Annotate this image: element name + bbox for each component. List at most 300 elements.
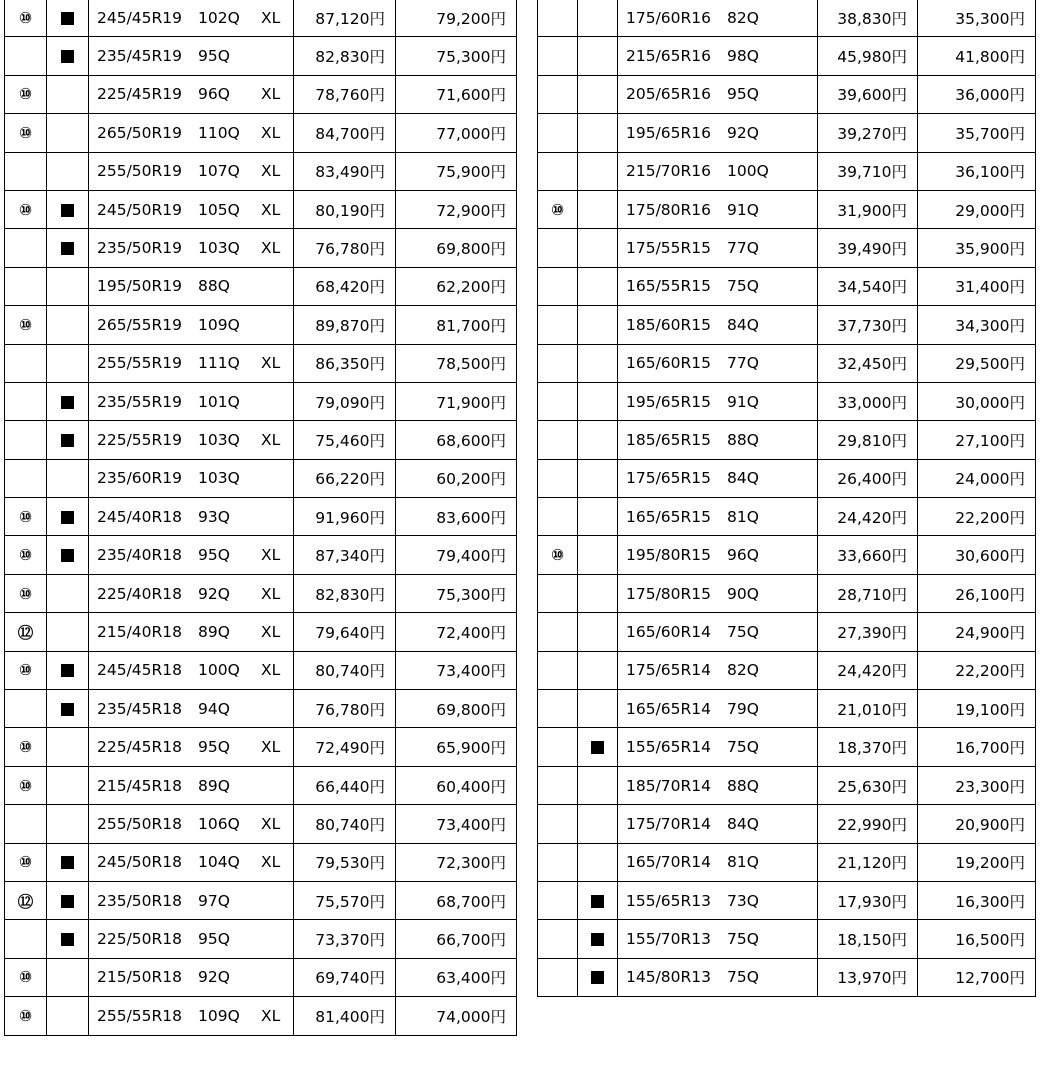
price-with-tax: 27,390円 <box>818 613 918 651</box>
price-without-tax: 68,600円 <box>396 421 517 459</box>
square-mark-cell <box>47 651 89 689</box>
tire-size: 225/50R18 <box>97 930 183 949</box>
table-row <box>538 344 1036 382</box>
price-without-tax: 75,300円 <box>396 574 517 612</box>
tire-spec <box>618 0 818 37</box>
tire-spec <box>618 190 818 228</box>
tire-spec <box>89 152 294 190</box>
load-index: 111Q <box>198 354 240 373</box>
table-row <box>538 75 1036 113</box>
square-mark-cell <box>47 152 89 190</box>
square-mark-cell <box>47 306 89 344</box>
load-mark <box>538 881 578 919</box>
price-without-tax: 30,000円 <box>918 382 1036 420</box>
square-mark-icon <box>591 933 604 946</box>
load-mark <box>5 690 47 728</box>
load-mark: ⑩ <box>5 766 47 804</box>
load-mark <box>538 0 578 37</box>
load-mark <box>5 421 47 459</box>
price-without-tax: 75,300円 <box>396 37 517 75</box>
load-mark: ⑩ <box>538 536 578 574</box>
tire-price-table-left <box>4 0 517 1036</box>
table-row <box>5 152 517 190</box>
load-index: 81Q <box>727 507 759 526</box>
load-mark <box>538 267 578 305</box>
price-with-tax: 33,000円 <box>818 382 918 420</box>
price-without-tax: 16,500円 <box>918 920 1036 958</box>
load-mark <box>5 459 47 497</box>
price-without-tax: 24,900円 <box>918 613 1036 651</box>
square-mark-icon <box>61 703 74 716</box>
tire-size: 215/65R16 <box>626 47 712 66</box>
tire-size: 165/60R15 <box>626 354 712 373</box>
load-mark <box>5 152 47 190</box>
load-mark <box>538 382 578 420</box>
tire-spec <box>618 37 818 75</box>
load-index: 92Q <box>727 123 759 142</box>
load-index: 91Q <box>727 392 759 411</box>
price-without-tax: 29,000円 <box>918 190 1036 228</box>
load-index: 95Q <box>198 546 230 565</box>
tire-spec <box>618 536 818 574</box>
price-without-tax: 79,200円 <box>396 0 517 37</box>
table-row <box>5 267 517 305</box>
price-without-tax: 65,900円 <box>396 728 517 766</box>
price-without-tax: 30,600円 <box>918 536 1036 574</box>
tire-spec <box>89 843 294 881</box>
price-without-tax: 69,800円 <box>396 690 517 728</box>
xl-flag: XL <box>261 853 281 872</box>
xl-flag: XL <box>261 354 281 373</box>
table-row <box>5 690 517 728</box>
price-without-tax: 31,400円 <box>918 267 1036 305</box>
load-mark: ⑩ <box>5 651 47 689</box>
tire-spec <box>618 958 818 996</box>
load-index: 102Q <box>198 8 240 27</box>
square-mark-cell <box>47 805 89 843</box>
load-index: 75Q <box>727 930 759 949</box>
square-mark-cell <box>578 843 618 881</box>
tire-size: 265/50R19 <box>97 123 183 142</box>
load-index: 82Q <box>727 8 759 27</box>
price-with-tax: 81,400円 <box>294 997 396 1035</box>
square-mark-cell <box>47 690 89 728</box>
table-row <box>5 766 517 804</box>
square-mark-cell <box>47 382 89 420</box>
price-with-tax: 89,870円 <box>294 306 396 344</box>
tire-size: 145/80R13 <box>626 968 712 987</box>
square-mark-icon <box>61 396 74 409</box>
square-mark-cell <box>47 114 89 152</box>
tire-spec <box>89 728 294 766</box>
tire-size: 175/80R15 <box>626 584 712 603</box>
price-without-tax: 72,900円 <box>396 190 517 228</box>
square-mark-cell <box>578 190 618 228</box>
tire-size: 195/80R15 <box>626 546 712 565</box>
load-index: 95Q <box>198 738 230 757</box>
price-without-tax: 81,700円 <box>396 306 517 344</box>
square-mark-cell <box>47 766 89 804</box>
square-mark-cell <box>578 651 618 689</box>
tire-spec <box>618 920 818 958</box>
price-with-tax: 31,900円 <box>818 190 918 228</box>
load-mark: ⑩ <box>538 190 578 228</box>
load-mark <box>5 267 47 305</box>
price-with-tax: 34,540円 <box>818 267 918 305</box>
tire-spec <box>618 344 818 382</box>
table-row <box>5 805 517 843</box>
price-with-tax: 18,370円 <box>818 728 918 766</box>
load-index: 84Q <box>727 814 759 833</box>
xl-flag: XL <box>261 123 281 142</box>
tire-spec <box>618 498 818 536</box>
load-mark: ⑩ <box>5 498 47 536</box>
price-without-tax: 35,700円 <box>918 114 1036 152</box>
tire-price-table-right <box>537 0 1036 997</box>
table-row <box>538 651 1036 689</box>
price-without-tax: 19,100円 <box>918 690 1036 728</box>
square-mark-cell <box>47 498 89 536</box>
load-index: 75Q <box>727 622 759 641</box>
square-mark-cell <box>578 536 618 574</box>
load-mark <box>538 690 578 728</box>
square-mark-cell <box>578 920 618 958</box>
load-mark <box>538 344 578 382</box>
price-with-tax: 75,570円 <box>294 881 396 919</box>
square-mark-icon <box>61 511 74 524</box>
price-with-tax: 39,270円 <box>818 114 918 152</box>
price-with-tax: 69,740円 <box>294 958 396 996</box>
load-mark <box>5 344 47 382</box>
load-mark <box>5 920 47 958</box>
tire-spec <box>618 459 818 497</box>
table-row <box>538 881 1036 919</box>
load-mark: ⑩ <box>5 997 47 1035</box>
tire-spec <box>89 459 294 497</box>
tire-spec <box>89 344 294 382</box>
tire-size: 205/65R16 <box>626 85 712 104</box>
load-index: 100Q <box>198 661 240 680</box>
square-mark-cell <box>47 421 89 459</box>
load-mark <box>538 37 578 75</box>
square-mark-cell <box>47 0 89 37</box>
load-index: 103Q <box>198 430 240 449</box>
price-with-tax: 73,370円 <box>294 920 396 958</box>
tire-size: 235/50R18 <box>97 891 183 910</box>
load-mark: ⑩ <box>5 958 47 996</box>
square-mark-cell <box>578 229 618 267</box>
load-mark: ⑩ <box>5 75 47 113</box>
price-with-tax: 32,450円 <box>818 344 918 382</box>
price-with-tax: 72,490円 <box>294 728 396 766</box>
price-without-tax: 83,600円 <box>396 498 517 536</box>
tire-size: 245/45R18 <box>97 661 183 680</box>
price-without-tax: 60,400円 <box>396 766 517 804</box>
table-row <box>5 498 517 536</box>
tire-spec <box>89 920 294 958</box>
tire-spec <box>89 382 294 420</box>
price-without-tax: 75,900円 <box>396 152 517 190</box>
price-without-tax: 23,300円 <box>918 766 1036 804</box>
price-with-tax: 75,460円 <box>294 421 396 459</box>
tire-size: 215/45R18 <box>97 776 183 795</box>
load-mark <box>538 920 578 958</box>
tire-size: 235/50R19 <box>97 239 183 258</box>
price-with-tax: 80,740円 <box>294 651 396 689</box>
square-mark-cell <box>47 459 89 497</box>
tire-size: 225/40R18 <box>97 584 183 603</box>
square-mark-cell <box>47 75 89 113</box>
load-index: 84Q <box>727 315 759 334</box>
tire-size: 245/45R19 <box>97 8 183 27</box>
load-mark: ⑩ <box>5 190 47 228</box>
tire-size: 225/55R19 <box>97 430 183 449</box>
tire-size: 165/70R14 <box>626 853 712 872</box>
price-with-tax: 76,780円 <box>294 690 396 728</box>
load-index: 109Q <box>198 315 240 334</box>
tire-size: 175/70R14 <box>626 814 712 833</box>
tire-spec <box>89 613 294 651</box>
price-with-tax: 28,710円 <box>818 574 918 612</box>
price-without-tax: 26,100円 <box>918 574 1036 612</box>
price-without-tax: 35,900円 <box>918 229 1036 267</box>
price-without-tax: 72,400円 <box>396 613 517 651</box>
table-row <box>538 958 1036 996</box>
table-row <box>538 459 1036 497</box>
price-with-tax: 83,490円 <box>294 152 396 190</box>
tire-size: 175/65R14 <box>626 661 712 680</box>
table-row <box>538 690 1036 728</box>
square-mark-cell <box>47 728 89 766</box>
square-mark-cell <box>47 190 89 228</box>
price-without-tax: 24,000円 <box>918 459 1036 497</box>
tire-spec <box>618 805 818 843</box>
price-with-tax: 76,780円 <box>294 229 396 267</box>
price-with-tax: 79,640円 <box>294 613 396 651</box>
square-mark-cell <box>578 0 618 37</box>
tire-size: 215/40R18 <box>97 622 183 641</box>
price-without-tax: 74,000円 <box>396 997 517 1035</box>
tire-size: 175/65R15 <box>626 469 712 488</box>
xl-flag: XL <box>261 200 281 219</box>
table-row <box>538 805 1036 843</box>
load-index: 109Q <box>198 1006 240 1025</box>
table-row <box>5 37 517 75</box>
table-row <box>5 229 517 267</box>
square-mark-cell <box>47 613 89 651</box>
price-with-tax: 82,830円 <box>294 574 396 612</box>
square-mark-icon <box>61 895 74 908</box>
tire-spec <box>89 805 294 843</box>
tire-size: 245/50R18 <box>97 853 183 872</box>
load-index: 81Q <box>727 853 759 872</box>
load-mark: ⑩ <box>5 843 47 881</box>
table-row <box>5 421 517 459</box>
price-without-tax: 63,400円 <box>396 958 517 996</box>
price-with-tax: 87,120円 <box>294 0 396 37</box>
tire-spec <box>618 267 818 305</box>
square-mark-cell <box>47 37 89 75</box>
load-index: 96Q <box>727 546 759 565</box>
table-row <box>5 306 517 344</box>
load-mark: ⑩ <box>5 114 47 152</box>
load-index: 95Q <box>727 85 759 104</box>
tire-size: 255/50R19 <box>97 162 183 181</box>
tire-size: 165/55R15 <box>626 277 712 296</box>
load-index: 77Q <box>727 354 759 373</box>
table-row <box>538 306 1036 344</box>
price-with-tax: 79,530円 <box>294 843 396 881</box>
tire-size: 195/65R16 <box>626 123 712 142</box>
square-mark-cell <box>578 498 618 536</box>
tire-spec <box>618 306 818 344</box>
price-with-tax: 33,660円 <box>818 536 918 574</box>
load-index: 84Q <box>727 469 759 488</box>
load-index: 105Q <box>198 200 240 219</box>
price-without-tax: 71,900円 <box>396 382 517 420</box>
square-mark-cell <box>578 114 618 152</box>
price-without-tax: 27,100円 <box>918 421 1036 459</box>
tire-spec <box>89 690 294 728</box>
price-with-tax: 21,120円 <box>818 843 918 881</box>
tire-spec <box>618 728 818 766</box>
load-index: 88Q <box>198 277 230 296</box>
table-row <box>5 728 517 766</box>
load-mark: ⑩ <box>5 0 47 37</box>
load-mark <box>538 421 578 459</box>
table-row <box>5 920 517 958</box>
load-mark: ⑫ <box>5 613 47 651</box>
table-row <box>5 958 517 996</box>
tire-spec <box>618 881 818 919</box>
load-mark: ⑩ <box>5 536 47 574</box>
load-index: 92Q <box>198 584 230 603</box>
square-mark-icon <box>61 856 74 869</box>
load-mark <box>538 728 578 766</box>
price-with-tax: 86,350円 <box>294 344 396 382</box>
load-mark <box>538 459 578 497</box>
load-index: 75Q <box>727 968 759 987</box>
table-row <box>538 114 1036 152</box>
load-index: 88Q <box>727 776 759 795</box>
tire-spec <box>618 766 818 804</box>
tire-size: 185/65R15 <box>626 430 712 449</box>
square-mark-cell <box>578 766 618 804</box>
price-without-tax: 77,000円 <box>396 114 517 152</box>
table-row <box>5 190 517 228</box>
price-without-tax: 36,000円 <box>918 75 1036 113</box>
tire-size: 245/50R19 <box>97 200 183 219</box>
price-without-tax: 73,400円 <box>396 651 517 689</box>
load-mark <box>538 574 578 612</box>
square-mark-cell <box>47 267 89 305</box>
load-mark <box>538 75 578 113</box>
square-mark-cell <box>47 958 89 996</box>
tire-size: 155/65R13 <box>626 891 712 910</box>
table-row <box>5 114 517 152</box>
price-with-tax: 13,970円 <box>818 958 918 996</box>
tire-size: 215/70R16 <box>626 162 712 181</box>
price-without-tax: 41,800円 <box>918 37 1036 75</box>
square-mark-cell <box>578 728 618 766</box>
price-with-tax: 39,710円 <box>818 152 918 190</box>
load-index: 91Q <box>727 200 759 219</box>
table-row <box>5 843 517 881</box>
tire-size: 255/55R18 <box>97 1006 183 1025</box>
load-index: 93Q <box>198 507 230 526</box>
xl-flag: XL <box>261 738 281 757</box>
load-index: 104Q <box>198 853 240 872</box>
price-with-tax: 68,420円 <box>294 267 396 305</box>
table-row <box>5 997 517 1035</box>
load-mark <box>538 958 578 996</box>
load-index: 107Q <box>198 162 240 181</box>
square-mark-cell <box>578 574 618 612</box>
square-mark-cell <box>578 613 618 651</box>
square-mark-icon <box>61 204 74 217</box>
tire-size: 235/45R19 <box>97 47 183 66</box>
price-without-tax: 22,200円 <box>918 651 1036 689</box>
price-without-tax: 60,200円 <box>396 459 517 497</box>
price-without-tax: 16,300円 <box>918 881 1036 919</box>
square-mark-cell <box>578 690 618 728</box>
load-index: 94Q <box>198 699 230 718</box>
xl-flag: XL <box>261 546 281 565</box>
load-index: 73Q <box>727 891 759 910</box>
load-mark <box>538 229 578 267</box>
tire-spec <box>89 229 294 267</box>
price-with-tax: 25,630円 <box>818 766 918 804</box>
tire-spec <box>618 421 818 459</box>
tire-size: 265/55R19 <box>97 315 183 334</box>
square-mark-cell <box>578 37 618 75</box>
load-index: 95Q <box>198 930 230 949</box>
table-row <box>538 843 1036 881</box>
square-mark-cell <box>47 229 89 267</box>
square-mark-cell <box>578 306 618 344</box>
tire-size: 185/60R15 <box>626 315 712 334</box>
table-row <box>538 267 1036 305</box>
price-with-tax: 80,190円 <box>294 190 396 228</box>
tire-size: 165/65R14 <box>626 699 712 718</box>
tire-spec <box>89 958 294 996</box>
tire-spec <box>618 843 818 881</box>
load-mark: ⑫ <box>5 881 47 919</box>
square-mark-cell <box>578 421 618 459</box>
price-with-tax: 18,150円 <box>818 920 918 958</box>
price-with-tax: 38,830円 <box>818 0 918 37</box>
tire-spec <box>89 37 294 75</box>
tire-size: 225/45R18 <box>97 738 183 757</box>
price-without-tax: 20,900円 <box>918 805 1036 843</box>
load-index: 92Q <box>198 968 230 987</box>
price-with-tax: 82,830円 <box>294 37 396 75</box>
tire-spec <box>618 229 818 267</box>
load-index: 82Q <box>727 661 759 680</box>
price-without-tax: 72,300円 <box>396 843 517 881</box>
xl-flag: XL <box>261 8 281 27</box>
price-without-tax: 69,800円 <box>396 229 517 267</box>
tire-size: 155/70R13 <box>626 930 712 949</box>
table-row <box>538 421 1036 459</box>
price-with-tax: 66,220円 <box>294 459 396 497</box>
table-row <box>538 37 1036 75</box>
square-mark-cell <box>578 881 618 919</box>
square-mark-cell <box>47 536 89 574</box>
square-mark-cell <box>47 344 89 382</box>
tire-size: 175/55R15 <box>626 239 712 258</box>
tire-size: 185/70R14 <box>626 776 712 795</box>
